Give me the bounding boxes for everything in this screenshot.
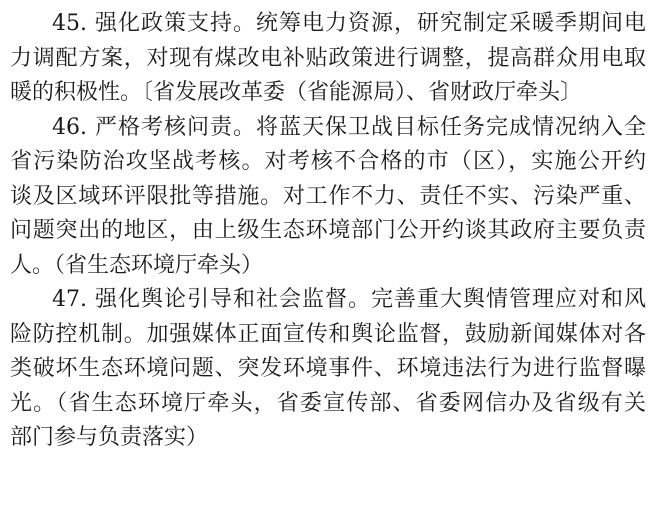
paragraph-line: 47. 强化舆论引导和社会监督。完善重大舆情管理应对和风 <box>52 287 646 312</box>
paragraph-line: 谈及区域环评限批等措施。对工作不力、责任不实、污染严重、 <box>10 183 646 209</box>
paragraph-line: 省污染防治攻坚战考核。对考核不合格的市（区），实施公开约 <box>10 149 646 174</box>
paragraph-47 <box>10 283 646 456</box>
paragraph-line: 类破坏生态环境问题、突发环境事件、环境违法行为进行监督曝 <box>10 356 646 381</box>
paragraph-45 <box>10 7 646 111</box>
paragraph-line: 光。（省生态环境厅牵头，省委宣传部、省委网信办及省级有关 <box>10 390 646 416</box>
paragraph-line: 问题突出的地区，由上级生态环境部门公开约谈其政府主要负责 <box>10 218 646 243</box>
paragraph-line: 力调配方案，对现有煤改电补贴政策进行调整，提高群众用电取 <box>10 45 646 71</box>
paragraph-line: 部门参与负责落实） <box>10 425 209 450</box>
paragraph-line: 45. 强化政策支持。统筹电力资源，研究制定采暖季期间电 <box>52 11 646 36</box>
paragraph-line: 暖的积极性。〔省发展改革委（省能源局）、省财政厅牵头〕 <box>10 80 583 105</box>
paragraph-line: 险防控机制。加强媒体正面宣传和舆论监督，鼓励新闻媒体对各 <box>10 321 646 347</box>
paragraph-46 <box>10 111 646 284</box>
paragraph-line: 人。（省生态环境厅牵头） <box>10 252 264 278</box>
paragraph-line: 46. 严格考核问责。将蓝天保卫战目标任务完成情况纳入全 <box>52 114 646 140</box>
